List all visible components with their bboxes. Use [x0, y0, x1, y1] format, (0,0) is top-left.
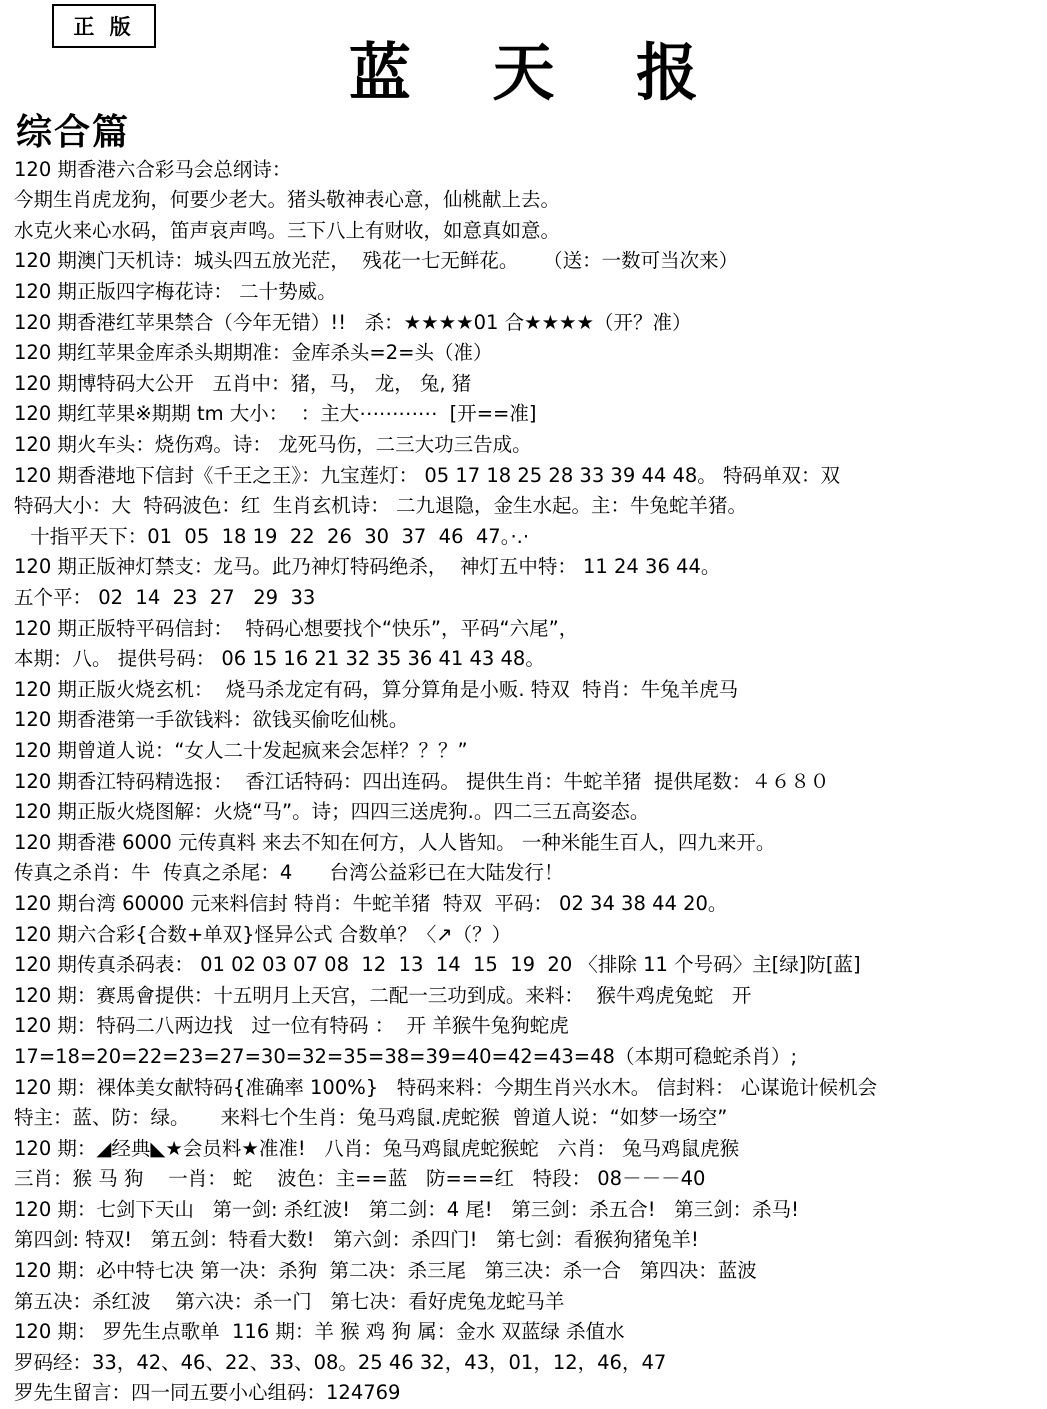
article-line: 120 期正版神灯禁支：龙马。此乃神灯特码绝杀， 神灯五中特： 11 24 36 44。 — [14, 555, 721, 579]
article-line: 十指平天下：01 05 18 19 22 26 30 37 46 47。·.· — [24, 524, 530, 548]
article-line: 120 期香港六合彩马会总纲诗： — [14, 157, 292, 181]
article-line: 120 期香港红苹果禁合（今年无错）!! 杀：★★★★01 合★★★★（开？准） — [14, 310, 692, 334]
article-line: 120 期：裸体美女献特码{准确率 100%} 特码来料：今期生肖兴水木。 信封料： 心谋诡计候机会 — [14, 1075, 878, 1099]
article-line: 120 期香港地下信封《千王之王》：九宝莲灯： 05 17 18 25 28 33 39 44 48。 特码单双：双 — [14, 463, 840, 487]
article-line: 120 期正版火烧图解：火烧“马”。诗；四四三送虎狗.。四二三五高姿态。 — [14, 800, 650, 824]
article-line: 罗先生留言：四一同五要小心组码：124769 — [14, 1381, 401, 1405]
article-body — [14, 155, 1047, 1409]
article-line: 罗码经：33，42、46、22、33、08。25 46 32，43，01，12，46，47 — [14, 1350, 667, 1374]
article-line: 120 期六合彩{合数+单双}怪异公式 合数单？〈↗（？） — [14, 922, 512, 946]
article-line: 120 期红苹果※期期 tm 大小： ：主大⋯⋯⋯⋯ [开==准] — [14, 402, 537, 426]
article-line: 特主：蓝、防：绿。 来料七个生肖：兔马鸡鼠.虎蛇猴 曾道人说：“如梦一场空” — [14, 1106, 728, 1130]
article-line: 120 期台湾 60000 元来料信封 特肖：牛蛇羊猪 特双 平码： 02 34 38 44 20。 — [14, 891, 728, 915]
article-line: 今期生肖虎龙狗，何要少老大。猪头敬神表心意，仙桃献上去。 — [14, 188, 561, 212]
section-title: 综合篇 — [16, 111, 131, 154]
article-line: 第四剑: 特双! 第五剑：特看大数! 第六剑：杀四门! 第七剑：看猴狗猪兔羊! — [14, 1228, 699, 1252]
article-line: 第五决：杀红波 第六决：杀一门 第七决：看好虎兔龙蛇马羊 — [14, 1289, 565, 1313]
article-line: 120 期：赛馬會提供：十五明月上天宫，二配一三功到成。来料： 猴牛鸡虎兔蛇 开 — [14, 983, 752, 1007]
article-line: 120 期澳门天机诗：城头四五放光茫， 残花一七无鲜花。 （送：一数可当次来） — [14, 249, 739, 273]
article-line: 120 期正版火烧玄机： 烧马杀龙定有码，算分算角是小贩. 特双 特肖：牛兔羊虎马 — [14, 677, 739, 701]
masthead-title: 蓝 天 报 — [348, 36, 729, 109]
edition-badge: 正 版 — [52, 4, 156, 48]
article-line: 本期：八。 提供号码： 06 15 16 21 32 35 36 41 43 48。 — [14, 647, 545, 671]
article-line: 120 期：必中特七决 第一决：杀狗 第二决：杀三尾 第三决：杀一合 第四决：蓝波 — [14, 1259, 757, 1283]
article-line: 120 期：特码二八两边找 过一位有特码 ： 开 羊猴牛兔狗蛇虎 — [14, 1014, 569, 1038]
article-line: 五个平： 02 14 23 27 29 33 — [14, 586, 316, 609]
article-line: 120 期传真杀码表： 01 02 03 07 08 12 13 14 15 19 20 〈排除 11 个号码〉主[绿]防[蓝] — [14, 953, 861, 977]
article-line: 120 期香港第一手欲钱料：欲钱买偷吃仙桃。 — [14, 708, 409, 732]
article-line: 120 期香江特码精选报： 香江话特码：四出连码。 提供生肖：牛蛇羊猪 提供尾数：４６８０ — [14, 769, 830, 793]
article-line: 120 期红苹果金库杀头期期准：金库杀头=2=头（准） — [14, 341, 493, 365]
article-line: 水克火来心水码，笛声哀声鸣。三下八上有财收，如意真如意。 — [14, 218, 561, 242]
article-line: 120 期香港 6000 元传真料 来去不知在何方，人人皆知。 一种米能生百人，四九来开。 — [14, 830, 776, 854]
article-line: 三肖：猴 马 狗 一肖： 蛇 波色：主==蓝 防===红 特段： 08－－－40 — [14, 1167, 706, 1191]
article-line: 120 期：◢经典◣★会员料★准准! 八肖：兔马鸡鼠虎蛇猴蛇 六肖： 兔马鸡鼠虎猴 — [14, 1136, 740, 1160]
article-line: 120 期博特码大公开 五肖中：猪，马， 龙， 兔, 猪 — [14, 371, 472, 395]
article-line: 传真之杀肖：牛 传真之杀尾：4 台湾公益彩已在大陆发行！ — [14, 861, 564, 885]
article-line: 17=18=20=22=23=27=30=32=35=38=39=40=42=43=48（本期可稳蛇杀肖）; — [14, 1044, 798, 1068]
article-line: 特码大小：大 特码波色：红 生肖玄机诗： 二九退隐，金生水起。主：牛兔蛇羊猪。 — [14, 494, 747, 518]
article-line: 120 期火车头：烧伤鸡。诗： 龙死马伤，二三大功三告成。 — [14, 433, 532, 457]
article-line: 120 期正版特平码信封： 特码心想要找个“快乐”，平码“六尾”， — [14, 616, 579, 640]
article-line: 120 期： 罗先生点歌单 116 期：羊 猴 鸡 狗 属：金水 双蓝绿 杀值水 — [14, 1320, 625, 1344]
article-line: 120 期正版四字梅花诗： 二十势威。 — [14, 280, 337, 304]
article-line: 120 期：七剑下天山 第一剑: 杀红波! 第二剑：4 尾! 第三剑：杀五合! 第三剑：杀马! — [14, 1197, 799, 1221]
article-line: 120 期曾道人说：“女人二十发起疯来会怎样？？？” — [14, 738, 468, 762]
